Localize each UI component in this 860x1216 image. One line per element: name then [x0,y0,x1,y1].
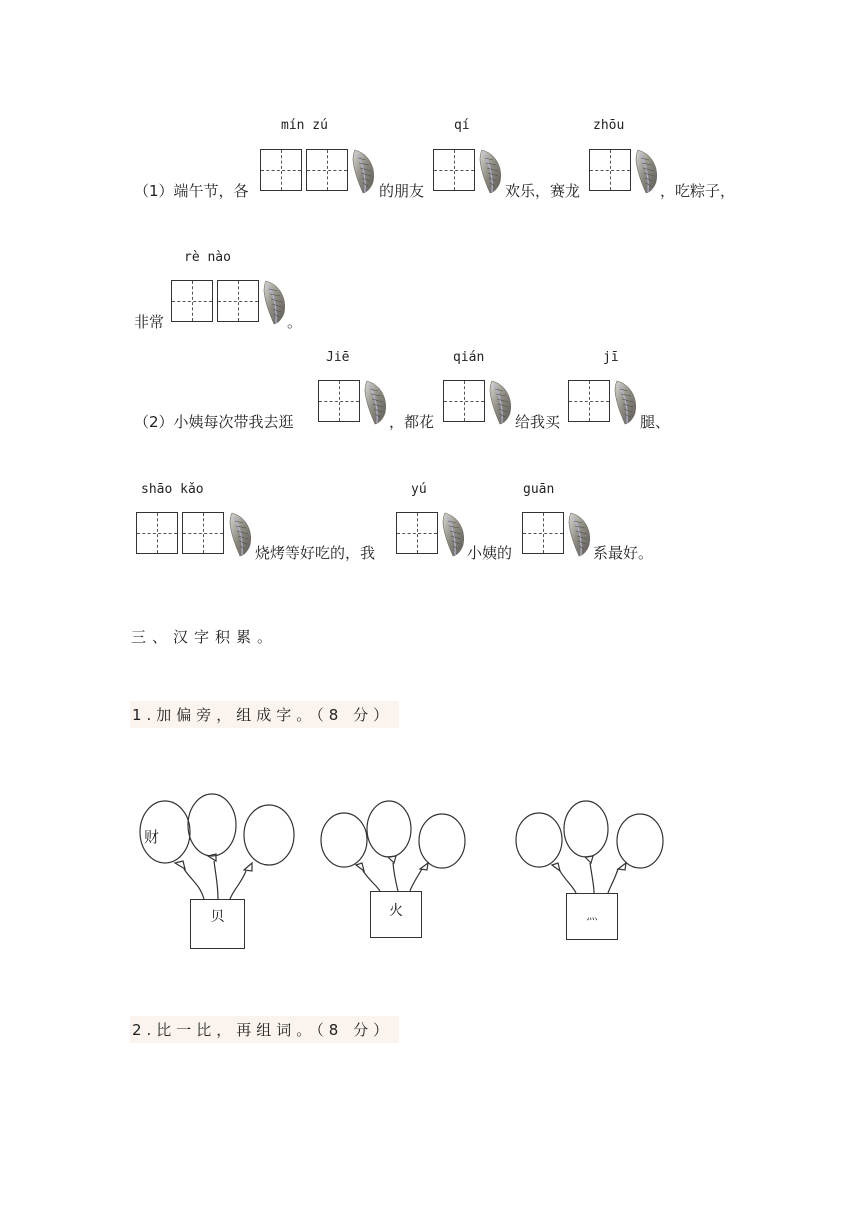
pinyin-qian: qián [453,350,485,365]
q2-text-leg: 腿、 [640,413,671,431]
q2-text-spend: ，都花 [389,413,435,431]
q1-text-start: （1）端午节，各 [134,182,249,200]
char-box[interactable] [568,380,610,422]
feather-icon [478,148,504,194]
radical-label: 贝 [210,909,225,925]
q1-text-end: 。 [287,313,303,331]
feather-icon [262,279,288,325]
feather-icon [228,511,254,557]
feather-icon [363,379,389,425]
pinyin-shao-kao: shāo kǎo [141,482,204,497]
pinyin-yu: yú [411,482,427,497]
char-box[interactable] [433,149,475,191]
q2-text-bbq: 烧烤等好吃的，我 [255,544,376,562]
char-box[interactable] [182,512,224,554]
q1-text-happy: 欢乐，赛龙 [505,182,581,200]
balloon-filled-char: 财 [144,828,160,846]
radical-box-huo [370,891,422,938]
char-box[interactable] [443,380,485,422]
q2-text-buy: 给我买 [515,413,561,431]
pinyin-ji: jī [603,350,619,365]
feather-icon [351,148,377,194]
char-box[interactable] [260,149,302,191]
char-box[interactable] [396,512,438,554]
q2-text-start: （2）小姨每次带我去逛 [134,413,294,431]
feather-icon [441,511,467,557]
radical-label: 火 [389,903,403,919]
q2-text-aunt: 小姨的 [467,544,513,562]
char-box[interactable] [522,512,564,554]
feather-icon [613,379,639,425]
feather-icon [488,379,514,425]
char-box[interactable] [136,512,178,554]
task1-label: 1.加偏旁，组成字。（8 分） [130,701,399,728]
char-box[interactable] [217,280,259,322]
pinyin-zhou: zhōu [593,118,625,133]
pinyin-re-nao: rè nào [184,250,231,265]
section-heading: 三、汉字积累。 [131,628,279,646]
char-box[interactable] [306,149,348,191]
radical-label: 灬 [586,909,598,922]
radical-box-bei [190,899,245,949]
char-box[interactable] [171,280,213,322]
pinyin-guan: guān [523,482,555,497]
q1-text-zongzi: ，吃粽子， [660,182,736,200]
feather-icon [567,511,593,557]
radical-box-dots [566,893,618,940]
pinyin-min-zu: mín zú [281,118,328,133]
char-box[interactable] [318,380,360,422]
char-box[interactable] [589,149,631,191]
q1-text-friends: 的朋友 [379,182,425,200]
feather-icon [634,148,660,194]
task2-label: 2.比一比，再组词。（8 分） [130,1016,399,1043]
q2-text-end: 系最好。 [593,544,654,562]
pinyin-jie: Jiē [326,350,350,365]
pinyin-qi: qí [454,118,470,133]
q1-text-very: 非常 [134,313,165,331]
